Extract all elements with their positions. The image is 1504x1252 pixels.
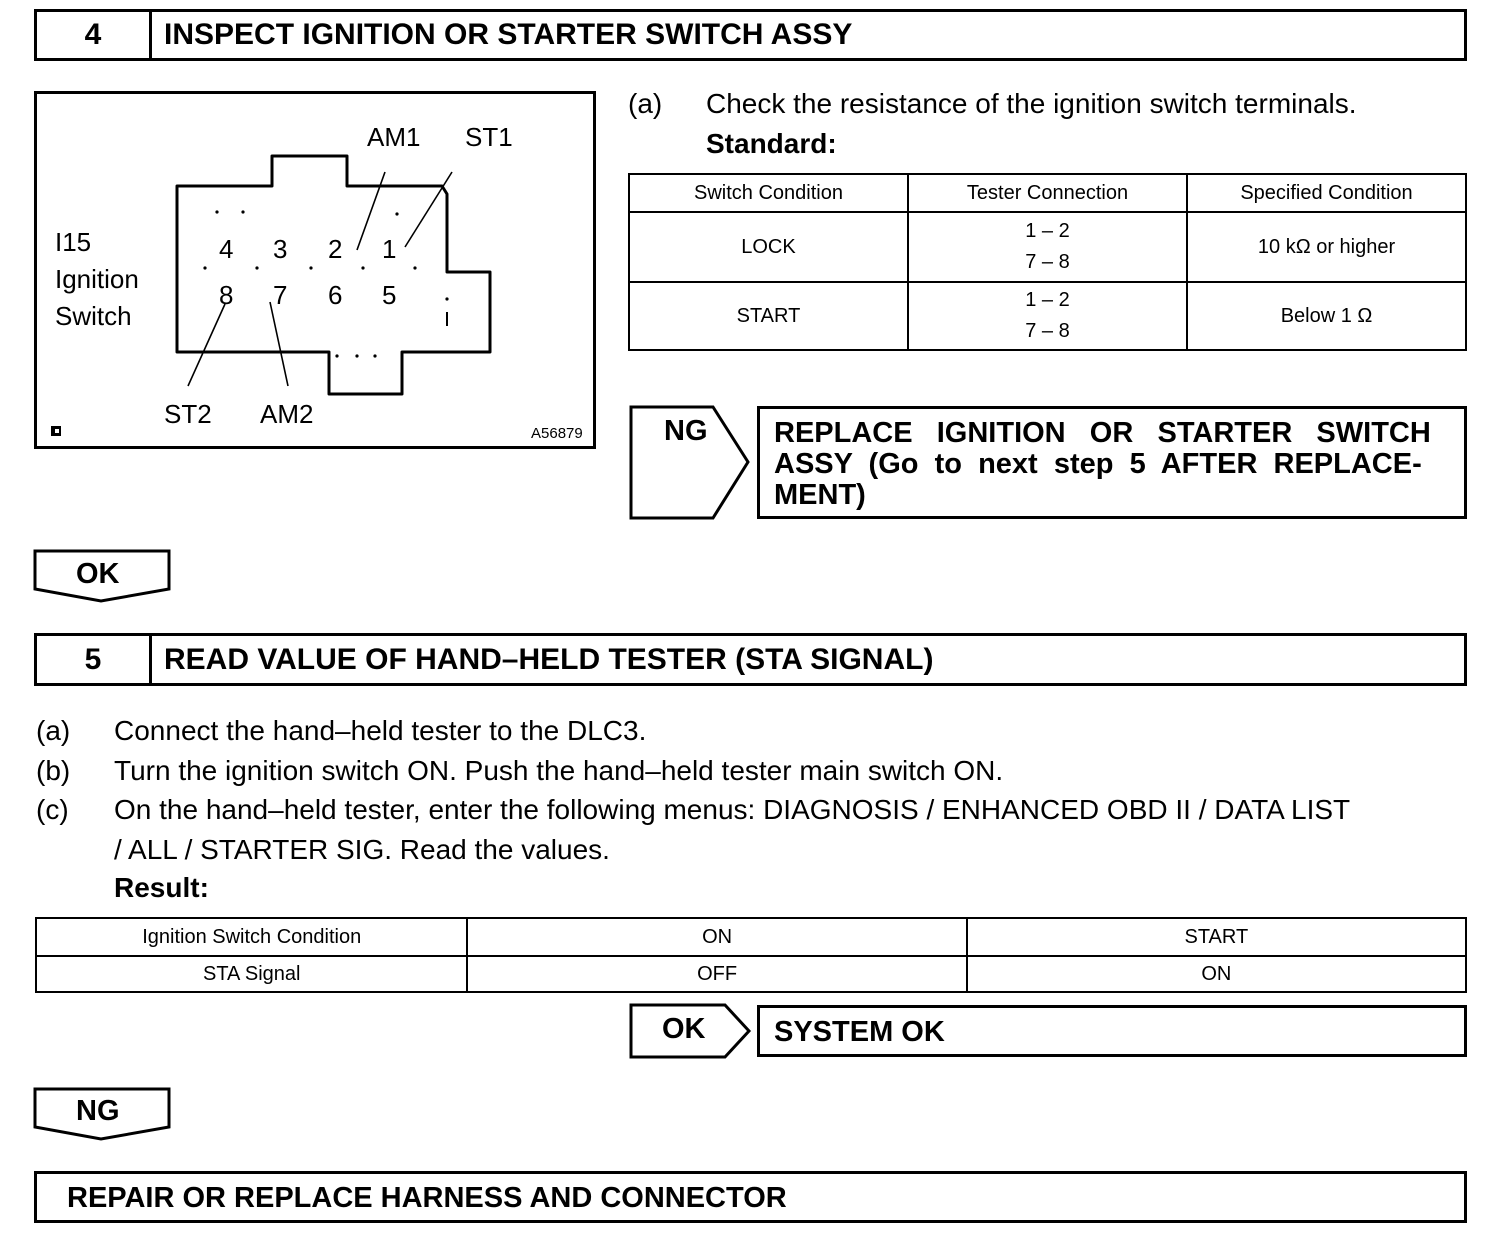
step5-instruction-c (36, 790, 1476, 870)
system-ok-text: SYSTEM OK (774, 1016, 945, 1048)
st2-callout: ST2 (164, 399, 212, 429)
table-cell: OFF (467, 956, 966, 992)
connection-line: 1 – 2 (1025, 220, 1070, 242)
pin-6: 6 (328, 280, 343, 310)
table-cell (908, 282, 1187, 350)
result-table (35, 917, 1467, 993)
table-header: Tester Connection (908, 174, 1187, 212)
connector-name-line2: Switch (55, 301, 132, 331)
step-title: INSPECT IGNITION OR STARTER SWITCH ASSY (164, 18, 853, 51)
st2-leader (188, 304, 225, 386)
system-ok-box (757, 1005, 1467, 1057)
st1-leader (405, 172, 452, 247)
instruction-label: (b) (36, 755, 71, 786)
connection-line: 7 – 8 (1025, 251, 1070, 273)
table-cell: ON (967, 956, 1466, 992)
repair-harness-box (34, 1171, 1467, 1223)
step4-a-label: (a) (628, 88, 663, 119)
table-header: Switch Condition (629, 174, 908, 212)
step-number: 5 (37, 636, 152, 683)
step4-a-text: Check the resistance of the ignition switch terminals. (706, 88, 1357, 119)
pin-5: 5 (382, 280, 397, 310)
result-label: Result: (114, 872, 209, 903)
am1-leader (357, 172, 385, 250)
pin-4: 4 (219, 234, 234, 264)
table-cell: START (629, 282, 908, 350)
step5-instruction-b (36, 751, 1476, 791)
replace-switch-box (757, 406, 1467, 519)
pin-7: 7 (273, 280, 288, 310)
table-row (629, 174, 1466, 212)
pin-1: 1 (382, 234, 397, 264)
result-line: MENT) (774, 479, 866, 511)
connector-name-line1: Ignition (55, 264, 139, 294)
table-row (36, 918, 1466, 956)
table-cell: LOCK (629, 212, 908, 282)
table-cell: 10 kΩ or higher (1187, 212, 1466, 282)
table-cell: Ignition Switch Condition (36, 918, 467, 956)
step-title: READ VALUE OF HAND–HELD TESTER (STA SIGNAL) (164, 642, 934, 676)
step-5-header (34, 633, 1467, 686)
table-row (36, 956, 1466, 992)
ok-label: OK (76, 558, 120, 590)
connection-line: 1 – 2 (1025, 289, 1070, 311)
step-number: 4 (37, 12, 152, 58)
table-cell: STA Signal (36, 956, 467, 992)
spec-table (628, 173, 1467, 351)
ng-label: NG (76, 1095, 120, 1127)
table-cell: Below 1 Ω (1187, 282, 1466, 350)
table-row (629, 212, 1466, 282)
st1-callout: ST1 (465, 122, 513, 152)
instruction-text: Connect the hand–held tester to the DLC3. (114, 715, 647, 746)
am2-callout: AM2 (260, 399, 314, 429)
table-cell: ON (467, 918, 966, 956)
table-cell (908, 212, 1187, 282)
table-header: Specified Condition (1187, 174, 1466, 212)
ng-label: NG (664, 415, 708, 447)
pin-2: 2 (328, 234, 343, 264)
instruction-label: (c) (36, 794, 69, 825)
result-line: ASSY (Go to next step 5 AFTER REPLACE- (774, 448, 1422, 480)
am2-leader (270, 302, 288, 386)
ok-label: OK (662, 1013, 706, 1045)
connection-line: 7 – 8 (1025, 320, 1070, 342)
instruction-text: Turn the ignition switch ON. Push the hand–held tester main switch ON. (114, 755, 1004, 786)
result-line: REPLACE IGNITION OR STARTER SWITCH (774, 417, 1431, 449)
table-cell: START (967, 918, 1466, 956)
connector-diagram (34, 91, 596, 449)
instruction-label: (a) (36, 715, 71, 746)
table-row (629, 282, 1466, 350)
pin-8: 8 (219, 280, 234, 310)
instruction-text-continued: / ALL / STARTER SIG. Read the values. (114, 834, 610, 865)
figure-id: A56879 (531, 425, 583, 442)
standard-label: Standard: (706, 128, 837, 159)
step5-instruction-a (36, 711, 1476, 751)
pin-3: 3 (273, 234, 288, 264)
instruction-text: On the hand–held tester, enter the following menus: DIAGNOSIS / ENHANCED OBD II / DATA LIST (114, 794, 1351, 825)
step-4-header (34, 9, 1467, 61)
am1-callout: AM1 (367, 122, 421, 152)
connector-code: I15 (55, 227, 92, 257)
connector-label (55, 224, 139, 335)
repair-harness-text: REPAIR OR REPLACE HARNESS AND CONNECTOR (67, 1182, 787, 1214)
